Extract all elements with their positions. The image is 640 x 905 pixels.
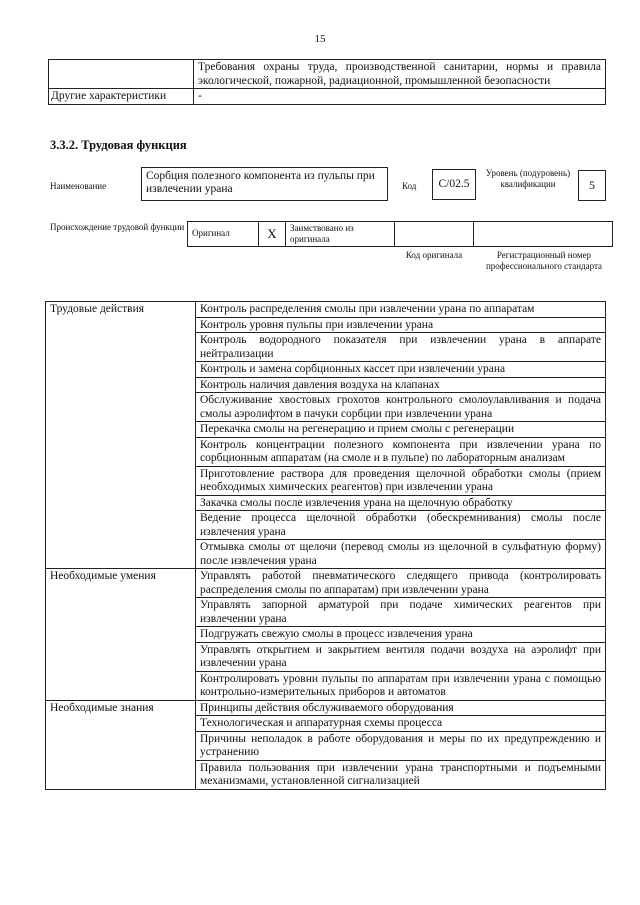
requirements-cell: Требования охраны труда, производственной санитарии, нормы и правила экологической, пожарной, радиационной, промышленной безопасности <box>194 60 606 89</box>
qualification-level-label: Уровень (подуровень) квалификации <box>485 168 571 189</box>
item-cell: Контроль наличия давления воздуха на клапанах <box>196 377 606 393</box>
other-characteristics-value: - <box>194 89 606 105</box>
category-cell: Трудовые действия <box>46 302 196 569</box>
original-code-cell <box>395 222 474 247</box>
item-cell: Причины неполадок в работе оборудования и меры по их предупреждению и устранению <box>196 731 606 760</box>
item-cell: Контроль концентрации полезного компонента при извлечении урана по сорбционным аппаратам (на смоле и в пульпе) по лабораторным анализам <box>196 437 606 466</box>
item-cell: Отмывка смолы от щелочи (перевод смолы из щелочной в сульфатную форму) после извлечения урана <box>196 540 606 569</box>
empty-cell <box>49 60 194 89</box>
table-row <box>49 89 606 105</box>
item-cell: Принципы действия обслуживаемого оборудования <box>196 700 606 716</box>
original-label: Оригинал <box>188 222 259 247</box>
table-row <box>188 222 613 247</box>
original-code-caption: Код оригинала <box>405 250 463 260</box>
item-cell: Правила пользования при извлечении урана транспортными и подъемными механизмами, установленной сигнализацией <box>196 760 606 789</box>
category-cell: Необходимые умения <box>46 569 196 701</box>
top-continuation-table <box>48 59 606 105</box>
item-cell: Обслуживание хвостовых грохотов контрольного смолоулавливания и подача смолы аэролифтом в пачуки сорбции при извлечении урана <box>196 393 606 422</box>
table-row <box>46 569 606 598</box>
page-number: 15 <box>314 33 326 45</box>
item-cell: Закачка смолы после извлечения урана на щелочную обработку <box>196 495 606 511</box>
item-cell: Управлять открытием и закрытием вентиля подачи воздуха на аэролифт при извлечении урана <box>196 642 606 671</box>
code-box: C/02.5 <box>432 169 476 200</box>
table-row <box>46 700 606 716</box>
name-label: Наименование <box>50 181 107 191</box>
item-cell: Контролировать уровни пульпы по аппаратам при извлечении урана с помощью контрольно-измерительных приборов и автоматов <box>196 671 606 700</box>
item-cell: Контроль водородного показателя при извлечении урана в аппарате нейтрализации <box>196 333 606 362</box>
item-cell: Приготовление раствора для проведения щелочной обработки смолы (прием необходимых химических реагентов) при извлечении урана <box>196 466 606 495</box>
origin-table <box>187 221 613 247</box>
original-mark: X <box>259 222 286 247</box>
origin-label: Происхождение трудовой функции <box>50 222 185 232</box>
section-title: 3.3.2. Трудовая функция <box>50 138 187 152</box>
table-row <box>49 60 606 89</box>
registration-number-cell <box>474 222 613 247</box>
item-cell: Перекачка смолы на регенерацию и прием смолы с регенерации <box>196 422 606 438</box>
category-cell: Необходимые знания <box>46 700 196 789</box>
qualification-level-box: 5 <box>578 170 606 201</box>
other-characteristics-label: Другие характеристики <box>49 89 194 105</box>
item-cell: Подгружать свежую смолы в процесс извлечения урана <box>196 627 606 643</box>
code-label: Код <box>402 181 417 191</box>
item-cell: Управлять запорной арматурой при подаче химических реагентов при извлечении урана <box>196 598 606 627</box>
labor-function-table <box>45 301 606 790</box>
item-cell: Технологическая и аппаратурная схемы процесса <box>196 716 606 732</box>
item-cell: Контроль и замена сорбционных кассет при извлечении урана <box>196 362 606 378</box>
item-cell: Управлять работой пневматического следящего привода (контролировать распределения смолы по аппаратам) при извлечении урана <box>196 569 606 598</box>
item-cell: Контроль распределения смолы при извлечении урана по аппаратам <box>196 302 606 318</box>
table-row <box>46 302 606 318</box>
borrowed-label: Заимствовано из оригинала <box>286 222 395 247</box>
function-name-box: Сорбция полезного компонента из пульпы при извлечении урана <box>141 167 388 201</box>
item-cell: Контроль уровня пульпы при извлечении урана <box>196 317 606 333</box>
registration-number-caption: Регистрационный номер профессионального стандарта <box>485 250 603 271</box>
item-cell: Ведение процесса щелочной обработки (обескремнивания) смолы после извлечения урана <box>196 511 606 540</box>
